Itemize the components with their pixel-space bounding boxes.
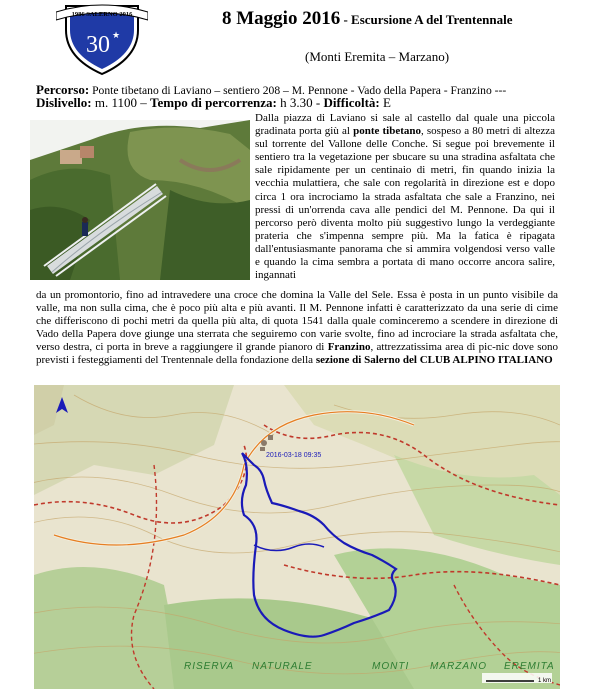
dislivello-value: m. 1100 – xyxy=(91,95,150,110)
tempo-value: h 3.30 - xyxy=(276,95,324,110)
cai-30-anniversary-logo xyxy=(56,2,148,76)
page-title xyxy=(222,8,512,30)
difficolta-value: E xyxy=(379,95,391,110)
p2-part-c: , attrezzatissima area di pic-nic dove sono previsti i festeggiamenti del Trentennale della fondazione della xyxy=(36,341,558,367)
paragraph-2 xyxy=(36,289,558,368)
paragraph-1 xyxy=(255,112,555,282)
logo-star: ★ xyxy=(111,30,121,40)
map-label-marzano: MARZANO xyxy=(430,661,487,672)
description-wide xyxy=(36,289,558,368)
percorso-value: Ponte tibetano di Laviano – sentiero 208 – M. Pennone - Vado della Papera - Franzino --- xyxy=(89,84,507,97)
bridge-photo xyxy=(30,120,250,280)
dislivello-line xyxy=(36,95,391,111)
page-subtitle: (Monti Eremita – Marzano) xyxy=(305,49,450,64)
dislivello-label: Dislivello: xyxy=(36,95,92,110)
p2-part-a: da un promontorio, fino ad intravedere una croce che domina la Valle del Sele. Essa è posta in un punto visibile da valle, ma non sulla cima, che è poco più alta e più avanti. Il M. Pennone infatti è caratterizzato da una serie di cime che differiscono di pochi metri da quella più alta, di quota 1541 dalla quale cominceremo a scendere in direzione di Vado della Papera dove giunge una sterrata che seguiremo con varie svolte, fino ad incrociare la strada asfaltata che, verso destra, ci porta in breve a raggiungere il grande pianoro di xyxy=(36,289,558,354)
tempo-label: Tempo di percorrenza: xyxy=(150,95,277,110)
map-label-naturale: NATURALE xyxy=(252,661,313,672)
percorso-label: Percorso: xyxy=(36,82,90,97)
p1-part-c: , sospeso a 80 metri di altezza sul torrente del Vallone delle Conche. Si segue poi brevemente il sentiero tra la vegetazione per sbucare su una stradina asfaltata che sale ripidamente per un centinaio di metri, fin quando inizia la vecchia mulattiera, che sale con regolarità in direzione est e dopo circa 1 ora incrociamo la strada asfaltata che sale a Franzino, nei pressi di un'orrenda cava alle pendici del M. Pennone. Da qui il percorso però diventa molto più suggestivo lungo la verdeggiante prateria che s'impenna sempre più. Ma la fatica è ripagata dall'entusiasmante panorama che si ammira volgendosi verso valle e quando la cima sembra a portata di mano occorre ancora salire, ingannati xyxy=(255,125,555,282)
logo-number: 30 xyxy=(86,32,110,58)
p2-franzino-bold: Franzino xyxy=(327,341,371,354)
title-suffix: - Escursione A del Trentennale xyxy=(340,12,513,27)
p1-part-a: Dalla piazza di Laviano si sale al castello dal quale una piccola gradinata porta giù al xyxy=(255,112,555,138)
p2-cai-bold: sezione di Salerno del CLUB ALPINO ITALIANO xyxy=(315,354,553,367)
map-label-monti: MONTI xyxy=(372,661,410,672)
p1-bridge-bold: ponte tibetano xyxy=(353,125,421,138)
track-timestamp: 2016-03-18 09:35 xyxy=(266,452,322,459)
map-scale-label: 1 km xyxy=(538,678,552,684)
route-map xyxy=(34,385,560,689)
map-label-eremita: EREMITA xyxy=(504,661,555,672)
map-label-riserva: RISERVA xyxy=(184,661,235,672)
logo-years: 1986 SALERNO 2016 xyxy=(71,11,133,18)
title-date: 8 Maggio 2016 xyxy=(222,8,341,29)
difficolta-label: Difficoltà: xyxy=(323,95,380,110)
description-column xyxy=(255,112,555,282)
